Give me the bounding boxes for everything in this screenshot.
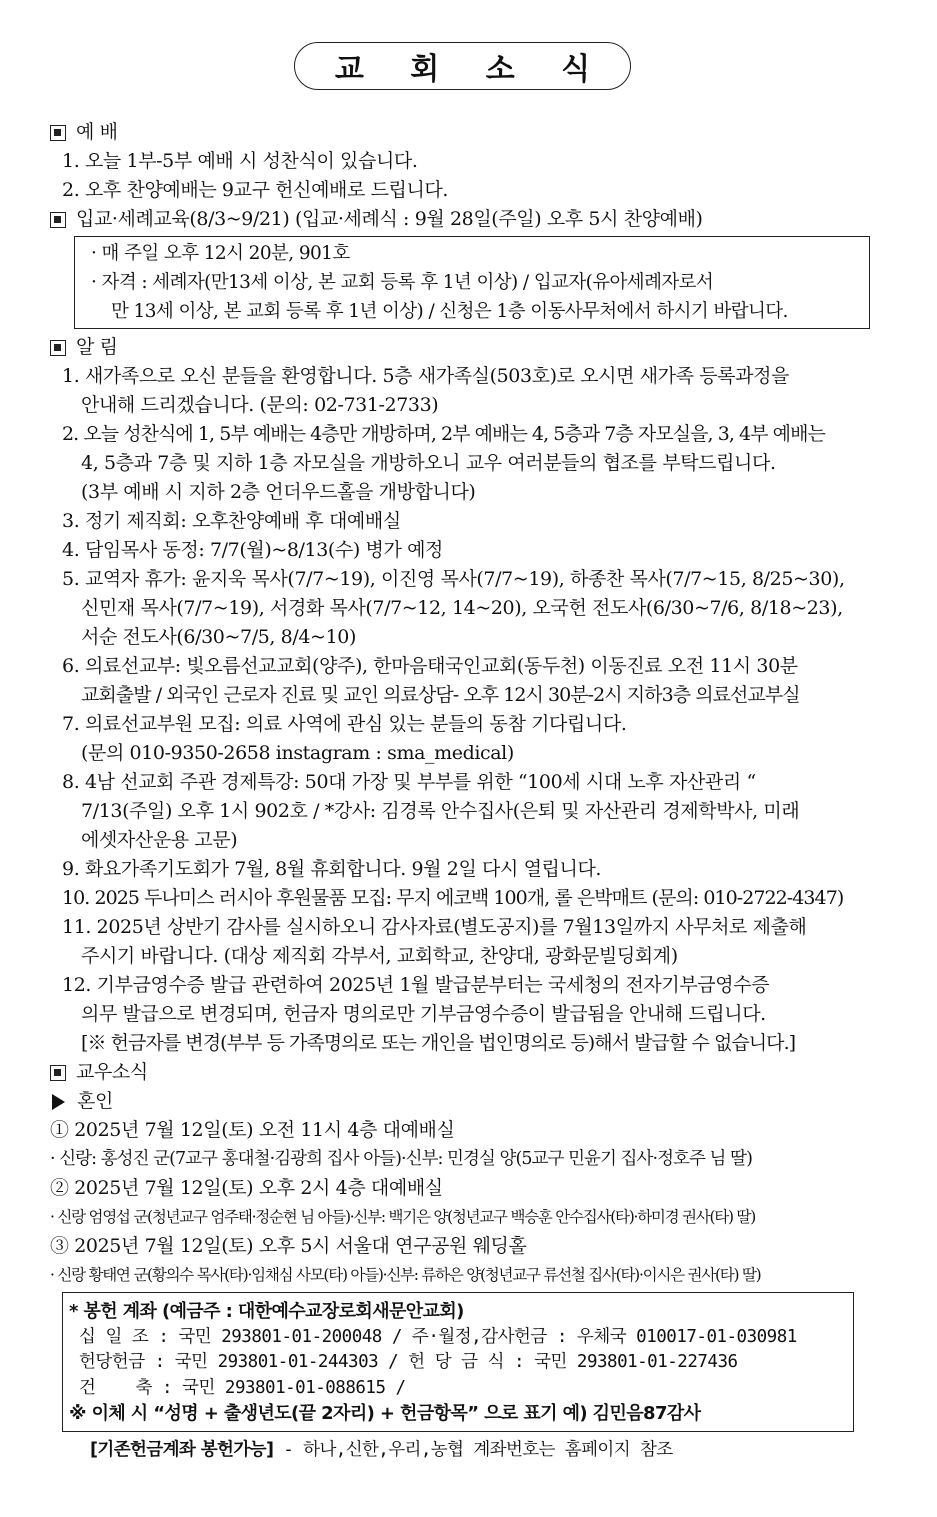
notice-line: 8. 4남 선교회 주관 경제특강: 50대 가장 및 부부를 위한 “100세 시대 노후 자산관리 “ (62, 771, 756, 793)
notice-line: 7/13(주일) 오후 1시 902호 / *강사: 김경록 안수집사(은퇴 및 자산관리 경제학박사, 미래 (81, 800, 800, 822)
notice-line: 교회출발 / 외국인 근로자 진료 및 교인 의료상담- 오후 12시 30분-2시 지하3층 의료선교부실 (81, 684, 800, 706)
baptism-box-line: 만 13세 이상, 본 교회 등록 후 1년 이상) / 신청은 1층 이동사무처에서 하시기 바랍니다. (111, 301, 788, 322)
bank-row: 건 축 : 국민 293801-01-088615 / (79, 1377, 406, 1398)
notice-line: 9. 화요가족기도회가 7월, 8월 휴회합니다. 9월 2일 다시 열립니다. (62, 858, 602, 880)
notice-line: 3. 정기 제직회: 오후찬양예배 후 대예배실 (62, 510, 401, 532)
notice-line: 4, 5층과 7층 및 지하 1층 자모실을 개방하오니 교우 여러분들의 협조를 부탁드립니다. (81, 452, 776, 474)
section-notices-heading (50, 333, 910, 362)
notice-line: 10. 2025 두나미스 러시아 후원물품 모집: 무지 에코백 100개, 롤 은박매트 (문의: 010-2722-4347) (62, 887, 844, 909)
wedding-line: · 신랑 황태연 군(황의수 목사(타)·임채심 사모(타) 아들)·신부: 류하은 양(청년교구 류선철 집사(타)·이시은 권사(타) 딸) (50, 1266, 761, 1284)
notice-line: 의무 발급으로 변경되며, 헌금자 명의로만 기부금영수증이 발급됨을 안내해 드립니다. (81, 1003, 766, 1025)
notice-line: 서순 전도사(6/30~7/5, 8/4~10) (81, 626, 356, 648)
notice-line: 4. 담임목사 동정: 7/7(월)~8/13(수) 병가 예정 (62, 539, 443, 561)
baptism-heading-text: 입교·세례교육(8/3~9/21) (입교·세례식 : 9월 28일(주일) 오후 5시 찬양예배) (76, 208, 703, 230)
baptism-box-line: · 자격 : 세례자(만13세 이상, 본 교회 등록 후 1년 이상) / 입교자(유아세례자로서 (91, 272, 714, 293)
notice-line: (문의 010-9350-2658 instagram : sma_medical) (81, 742, 514, 764)
content (50, 118, 910, 1290)
worship-item: 1. 오늘 1부-5부 예배 시 성찬식이 있습니다. (62, 150, 418, 172)
bank-header: * 봉헌 계좌 (예금주 : 대한예수교장로회새문안교회) (69, 1301, 464, 1322)
wedding-line: · 신랑 엄영섭 군(청년교구 엄주태·정순현 님 아들)·신부: 백기은 양(청년교구 백승훈 안수집사(타)·하미경 권사(타) 딸) (50, 1208, 755, 1226)
section-baptism-heading (50, 205, 910, 234)
square-bullet-icon (50, 1065, 66, 1081)
notice-line: 에셋자산운용 고문) (81, 829, 238, 851)
worship-item: 2. 오후 찬양예배는 9교구 헌신예배로 드립니다. (62, 179, 449, 201)
notice-line: 안내해 드리겠습니다. (문의: 02-731-2733) (81, 394, 439, 416)
wedding-subheading (50, 1087, 910, 1116)
wedding-line: ① 2025년 7월 12일(토) 오전 11시 4층 대예배실 (50, 1119, 455, 1141)
bank-row: 십 일 조 : 국민 293801-01-200048 / 주·월정,감사헌금 : 우체국 010017-01-030981 (79, 1326, 797, 1347)
notice-line: 주시기 바랍니다. (대상 제직회 각부서, 교회학교, 찬양대, 광화문빌딩회계) (81, 945, 678, 967)
wedding-line: ③ 2025년 7월 12일(토) 오후 5시 서울대 연구공원 웨딩홀 (50, 1235, 527, 1257)
baptism-info-box (74, 236, 870, 329)
notice-line: 6. 의료선교부: 빛오름선교교회(양주), 한마음태국인교회(동두천) 이동진료 오전 11시 30분 (62, 655, 798, 677)
section-worship-heading (50, 118, 910, 147)
footer-bold: [기존헌금계좌 봉헌가능] (90, 1440, 274, 1460)
notice-line: 7. 의료선교부원 모집: 의료 사역에 관심 있는 분들의 동참 기다립니다. (62, 713, 627, 735)
notice-line: 11. 2025년 상반기 감사를 실시하오니 감사자료(별도공지)를 7월13일까지 사무처로 제출해 (62, 916, 807, 938)
triangle-bullet-icon (52, 1094, 65, 1110)
notice-line: 1. 새가족으로 오신 분들을 환영합니다. 5층 새가족실(503호)로 오시면 새가족 등록과정을 (62, 365, 789, 387)
notice-line: 신민재 목사(7/7~19), 서경화 목사(7/7~12, 14~20), 오국헌 전도사(6/30~7/6, 8/18~23), (81, 597, 843, 619)
footer-note (90, 1436, 673, 1461)
offering-account-box (62, 1292, 854, 1432)
wedding-subheading-text: 혼인 (77, 1090, 113, 1112)
wedding-line: ② 2025년 7월 12일(토) 오후 2시 4층 대예배실 (50, 1177, 443, 1199)
wedding-line: · 신랑: 홍성진 군(7교구 홍대철·김광희 집사 아들)·신부: 민경실 양(5교구 민윤기 집사·정호주 님 딸) (50, 1149, 752, 1169)
notice-line: 5. 교역자 휴가: 윤지욱 목사(7/7~19), 이진영 목사(7/7~19), 하종찬 목사(7/7~15, 8/25~30), (62, 568, 845, 590)
section-members-heading (50, 1058, 910, 1087)
baptism-box-line: · 매 주일 오후 12시 20분, 901호 (91, 243, 350, 264)
notices-heading-text: 알 림 (76, 336, 118, 358)
bank-note: ※ 이체 시 “성명 + 출생년도(끝 2자리) + 헌금항목” 으로 표기 예) 김민음87감사 (69, 1403, 701, 1424)
page-title: 교 회 소 식 (294, 42, 631, 90)
worship-heading-text: 예 배 (76, 121, 118, 143)
notice-list (50, 362, 910, 1058)
square-bullet-icon (50, 212, 66, 228)
square-bullet-icon (50, 340, 66, 356)
notice-line: (3부 예배 시 지하 2층 언더우드홀을 개방합니다) (81, 481, 476, 503)
notice-line: 2. 오늘 성찬식에 1, 5부 예배는 4층만 개방하며, 2부 예배는 4, 5층과 7층 자모실을, 3, 4부 예배는 (62, 423, 825, 445)
notice-line: [※ 헌금자를 변경(부부 등 가족명의로 또는 개인을 법인명의로 등)해서 발급할 수 없습니다.] (81, 1032, 796, 1054)
square-bullet-icon (50, 125, 66, 141)
bank-row: 헌당헌금 : 국민 293801-01-244303 / 헌 당 금 식 : 국민 293801-01-227436 (79, 1352, 738, 1372)
footer-rest: - 하나,신한,우리,농협 계좌번호는 홈페이지 참조 (273, 1440, 673, 1460)
notice-line: 12. 기부금영수증 발급 관련하여 2025년 1월 발급분부터는 국세청의 전자기부금영수증 (62, 974, 770, 996)
members-heading-text: 교우소식 (76, 1061, 148, 1083)
